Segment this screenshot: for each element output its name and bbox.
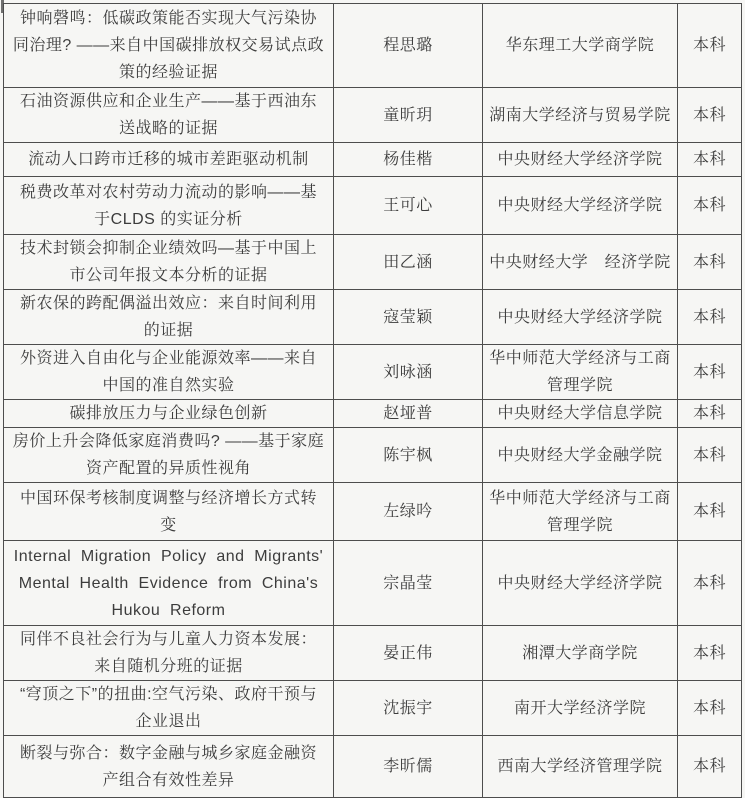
papers-table (3, 3, 742, 798)
table-row (4, 681, 742, 736)
paper-title: 钟响磬鸣：低碳政策能否实现大气污染协同治理? ——来自中国碳排放权交易试点政策的经验证据 (4, 4, 334, 88)
table-row (4, 235, 742, 290)
paper-institution: 中央财经大学经济学院 (483, 290, 678, 345)
paper-level-badge: 本科 (678, 143, 742, 177)
paper-institution: 中央财经大学金融学院 (483, 428, 678, 483)
paper-title: 税费改革对农村劳动力流动的影响——基于CLDS 的实证分析 (4, 177, 334, 235)
paper-title: 新农保的跨配偶溢出效应：来自时间利用的证据 (4, 290, 334, 345)
paper-author: 赵垭普 (334, 400, 483, 428)
table-row (4, 483, 742, 541)
paper-level-badge: 本科 (678, 290, 742, 345)
paper-level-badge: 本科 (678, 428, 742, 483)
paper-author: 李昕儒 (334, 736, 483, 798)
paper-title: 中国环保考核制度调整与经济增长方式转变 (4, 483, 334, 541)
paper-author: 晏正伟 (334, 626, 483, 681)
paper-level-badge: 本科 (678, 681, 742, 736)
paper-level-badge: 本科 (678, 400, 742, 428)
table-row (4, 143, 742, 177)
paper-institution: 中央财经大学经济学院 (483, 177, 678, 235)
paper-title: 房价上升会降低家庭消费吗? ——基于家庭资产配置的异质性视角 (4, 428, 334, 483)
papers-table-body (4, 4, 742, 798)
paper-author: 左绿吟 (334, 483, 483, 541)
paper-author: 沈振宇 (334, 681, 483, 736)
paper-author: 杨佳楷 (334, 143, 483, 177)
paper-level-badge: 本科 (678, 626, 742, 681)
paper-author: 刘咏涵 (334, 345, 483, 400)
paper-level-badge: 本科 (678, 4, 742, 88)
paper-level-badge: 本科 (678, 345, 742, 400)
paper-author: 寇莹颖 (334, 290, 483, 345)
paper-title: 外资进入自由化与企业能源效率——来自中国的准自然实验 (4, 345, 334, 400)
paper-author: 宗晶莹 (334, 541, 483, 626)
paper-title: 流动人口跨市迁移的城市差距驱动机制 (4, 143, 334, 177)
table-row (4, 4, 742, 88)
paper-title: 同伴不良社会行为与儿童人力资本发展：来自随机分班的证据 (4, 626, 334, 681)
paper-institution: 西南大学经济管理学院 (483, 736, 678, 798)
table-row (4, 88, 742, 143)
paper-level-badge: 本科 (678, 88, 742, 143)
table-row (4, 290, 742, 345)
paper-author: 童昕玥 (334, 88, 483, 143)
paper-level-badge: 本科 (678, 177, 742, 235)
paper-level-badge: 本科 (678, 483, 742, 541)
paper-institution: 中央财经大学经济学院 (483, 541, 678, 626)
paper-institution: 中央财经大学 经济学院 (483, 235, 678, 290)
paper-institution: 中央财经大学经济学院 (483, 143, 678, 177)
paper-title: “穹顶之下”的扭曲:空气污染、政府干预与企业退出 (4, 681, 334, 736)
paper-author: 王可心 (334, 177, 483, 235)
paper-level-badge: 本科 (678, 235, 742, 290)
paper-institution: 南开大学经济学院 (483, 681, 678, 736)
paper-institution: 华东理工大学商学院 (483, 4, 678, 88)
table-row (4, 400, 742, 428)
paper-institution: 湖南大学经济与贸易学院 (483, 88, 678, 143)
paper-institution: 华中师范大学经济与工商管理学院 (483, 483, 678, 541)
paper-institution: 华中师范大学经济与工商管理学院 (483, 345, 678, 400)
paper-title: 技术封锁会抑制企业绩效吗—基于中国上市公司年报文本分析的证据 (4, 235, 334, 290)
paper-author: 陈宇枫 (334, 428, 483, 483)
paper-level-badge: 本科 (678, 736, 742, 798)
table-row (4, 428, 742, 483)
table-row (4, 736, 742, 798)
paper-institution: 中央财经大学信息学院 (483, 400, 678, 428)
paper-author: 田乙涵 (334, 235, 483, 290)
table-row (4, 177, 742, 235)
paper-title: 碳排放压力与企业绿色创新 (4, 400, 334, 428)
table-row (4, 626, 742, 681)
paper-title: 断裂与弥合：数字金融与城乡家庭金融资产组合有效性差异 (4, 736, 334, 798)
table-row (4, 345, 742, 400)
table-row (4, 541, 742, 626)
paper-title: Internal Migration Policy and Migrants' Mental Health Evidence from China's Hukou Reform (4, 541, 334, 626)
paper-title: 石油资源供应和企业生产——基于西油东送战略的证据 (4, 88, 334, 143)
paper-institution: 湘潭大学商学院 (483, 626, 678, 681)
paper-level-badge: 本科 (678, 541, 742, 626)
paper-author: 程思璐 (334, 4, 483, 88)
